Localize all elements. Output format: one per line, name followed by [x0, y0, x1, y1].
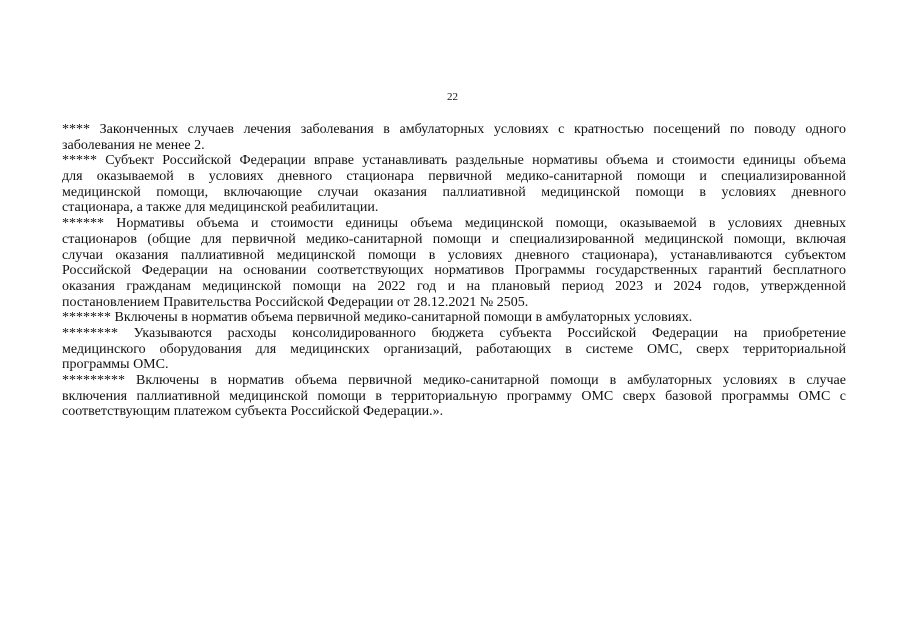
text-line: заболевания не менее 2.	[62, 137, 205, 153]
text-line: ******** Указываются расходы консолидированного бюджета субъекта Российской Федерации на приобретение	[62, 325, 846, 341]
footnote-paragraph	[62, 326, 846, 373]
text-line: медицинского оборудования для медицинских организаций, работающих в системе ОМС, сверх территориальной	[62, 341, 846, 357]
text-line: стационара, а также для медицинской реабилитации.	[62, 200, 379, 216]
text-line: медицинской помощи, включающие случаи оказания паллиативной медицинской помощи в условиях дневного	[62, 184, 846, 200]
text-line: стационаров (общие для первичной медико-санитарной помощи и специализированной медицинской помощи, включая	[62, 231, 846, 247]
text-line: постановлением Правительства Российской Федерации от 28.12.2021 № 2505.	[62, 294, 529, 310]
text-line: ***** Субъект Российской Федерации вправе устанавливать раздельные нормативы объема и стоимости единицы объема	[62, 153, 846, 169]
text-line: ******* Включены в норматив объема первичной медико-санитарной помощи в амбулаторных условиях.	[62, 310, 693, 326]
text-line: случаи оказания паллиативной медицинской помощи в условиях дневного стационара), устанавливаются субъектом	[62, 247, 846, 263]
text-line: оказания гражданам медицинской помощи на 2022 год и на плановый период 2023 и 2024 годов, утвержденной	[62, 278, 846, 294]
text-line: Российской Федерации на основании соответствующих нормативов Программы государственных гарантий бесплатного	[62, 263, 846, 279]
footnotes-body	[62, 122, 846, 420]
footnote-paragraph	[62, 373, 846, 420]
footnote-paragraph	[62, 310, 846, 326]
text-line: соответствующим платежом субъекта Российской Федерации.».	[62, 404, 444, 420]
page-number: 22	[447, 91, 458, 103]
text-line: включения паллиативной медицинской помощи в территориальную программу ОМС сверх базовой программы ОМС с	[62, 388, 846, 404]
footnote-paragraph	[62, 216, 846, 310]
text-line: программы ОМС.	[62, 357, 169, 373]
text-line: **** Законченных случаев лечения заболевания в амбулаторных условиях с кратностью посещений по поводу одного	[62, 122, 846, 137]
footnote-paragraph	[62, 122, 846, 153]
footnote-paragraph	[62, 153, 846, 216]
text-line: ********* Включены в норматив объема первичной медико-санитарной помощи в амбулаторных условиях в случае	[62, 373, 846, 388]
text-line: ****** Нормативы объема и стоимости единицы объема медицинской помощи, оказываемой в условиях дневных	[62, 216, 846, 232]
text-line: для оказываемой в условиях дневного стационара первичной медико-санитарной помощи и специализированной	[62, 169, 846, 185]
